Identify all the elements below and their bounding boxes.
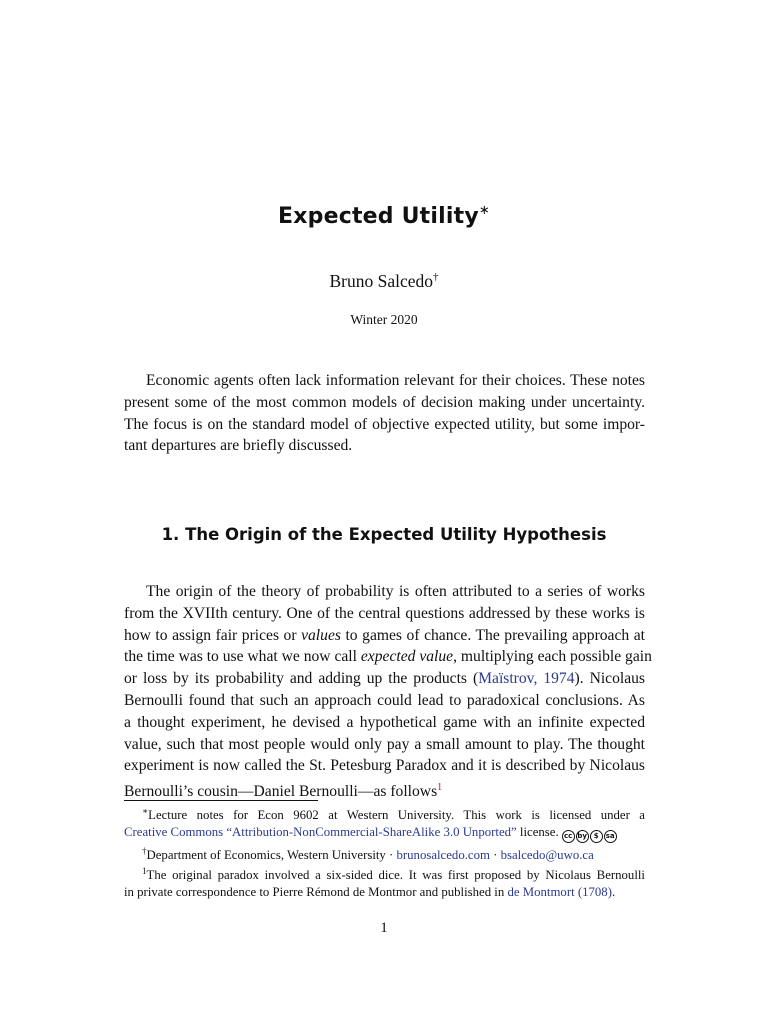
- citation-link-maistrov[interactable]: Maïstrov, 1974: [478, 670, 575, 688]
- text-run: .: [611, 884, 616, 899]
- abstract-line: Economic agents often lack information relevant for their choices. These notes: [146, 372, 645, 389]
- text-run: Department of Economics, Western University ·: [146, 847, 397, 862]
- text-run: in private correspondence to Pierre Rémond de Montmor and published in: [124, 884, 508, 899]
- abstract: [124, 370, 645, 457]
- emphasis-values: values: [301, 626, 341, 644]
- body-line: [124, 668, 645, 690]
- body-paragraph: [124, 581, 652, 803]
- author-line: [0, 271, 768, 292]
- footnotes: [124, 803, 645, 900]
- abstract-line: The focus is on the standard model of objective expected utility, but some impor-: [124, 415, 645, 433]
- author-name: Bruno Salcedo: [329, 271, 434, 291]
- text-run: the time was to use what we now call: [124, 648, 361, 666]
- body-line: from the XVIIth century. One of the central questions addressed by these works is: [124, 604, 645, 622]
- body-line: a thought experiment, he devised a hypothetical game with an infinite expected: [124, 713, 645, 731]
- email-link[interactable]: bsalcedo@uwo.ca: [500, 847, 594, 862]
- text-run: ·: [489, 847, 501, 862]
- text-run: to games of chance. The prevailing approach at: [340, 626, 645, 644]
- footnote-link-1[interactable]: 1: [437, 782, 443, 794]
- citation-link-montmort[interactable]: de Montmort (1708): [507, 884, 612, 899]
- footnote-line: [124, 863, 645, 884]
- body-line: The origin of the theory of probability is often attributed to a series of works: [146, 583, 645, 600]
- body-line: [124, 625, 645, 647]
- footnote-line: [124, 803, 645, 824]
- page-number: 1: [380, 920, 388, 936]
- body-line: experiment is now called the St. Petesburg Paradox and it is described by Nicolaus: [124, 757, 645, 775]
- document-date: Winter 2020: [350, 312, 418, 327]
- text-run: license.: [516, 824, 559, 839]
- body-line: [124, 646, 652, 668]
- footnote-mark: †: [142, 845, 147, 856]
- footnote-rule: [124, 800, 318, 801]
- text-run: The original paradox involved a six-sided dice. It was first proposed by Nicolaus Bernoulli: [146, 868, 645, 882]
- footnote-mark: ∗: [142, 806, 149, 816]
- text-run: or loss by its probability and adding up the products (: [124, 670, 479, 688]
- footnote-line: [124, 824, 645, 843]
- body-line: value, such that most people would only pay a small amount to play. The thought: [124, 735, 645, 753]
- text-run: how to assign fair prices or: [124, 626, 302, 644]
- body-line: Bernoulli found that such an approach could lead to paradoxical conclusions. As: [124, 691, 645, 709]
- text-run: Lecture notes for Econ 9602 at Western University. This work is licensed under a: [148, 808, 645, 822]
- cc-license-icon: [562, 830, 617, 843]
- cc-nc-icon: $: [590, 830, 603, 843]
- text-run: ). Nicolaus: [574, 670, 646, 688]
- footnote-line: [124, 884, 645, 901]
- website-link[interactable]: brunosalcedo.com: [396, 847, 490, 862]
- footnote-line: [124, 843, 645, 864]
- text-run: , multiplying each possible gain: [453, 648, 652, 666]
- abstract-line: present some of the most common models of decision making under uncertainty.: [124, 393, 645, 411]
- section-heading: 1. The Origin of the Expected Utility Hypothesis: [161, 525, 607, 544]
- title-footnote-mark: ∗: [478, 203, 490, 218]
- text-run: Bernoulli’s cousin—Daniel Bernoulli—as follows: [124, 783, 438, 801]
- cc-icon: cc: [562, 830, 575, 843]
- document-title: [0, 203, 768, 229]
- footnote-mark: 1: [142, 866, 147, 876]
- cc-by-icon: by: [576, 830, 589, 843]
- license-link[interactable]: Creative Commons “Attribution-NonCommercial-ShareAlike 3.0 Unported”: [124, 824, 517, 839]
- abstract-line: tant departures are briefly discussed.: [124, 437, 353, 455]
- cc-sa-icon: sa: [604, 830, 617, 843]
- emphasis-expected-value: expected value: [360, 648, 454, 666]
- title-text: Expected Utility: [278, 204, 479, 229]
- author-footnote-mark: †: [433, 271, 439, 283]
